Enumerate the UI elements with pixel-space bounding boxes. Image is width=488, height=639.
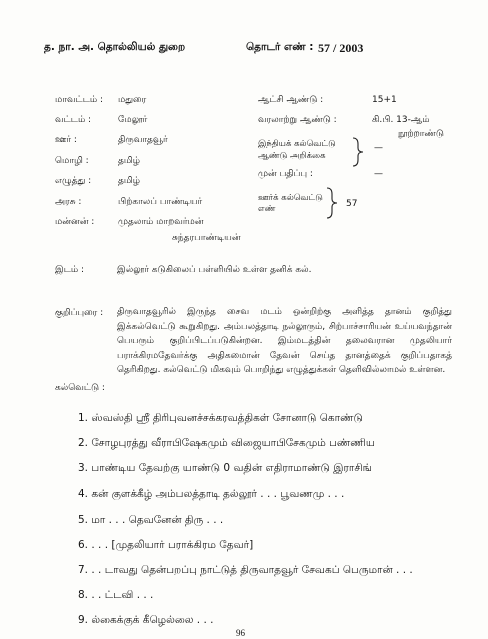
inscription-line: 3. பாண்டிய தேவற்கு யாண்டு 0 வதின் எதிராமாண்டு இராசிங் xyxy=(78,462,372,474)
king-value-line2: சுந்தரபாண்டியன் xyxy=(172,233,241,243)
right-brace-icon xyxy=(324,186,342,220)
inscription-line: 7. . . டாவது தென்பறப்பு நாட்டுத் திருவாதவூர் சேவகப் பெருமான் . . . xyxy=(78,564,413,576)
language-label: மொழி : xyxy=(55,156,89,166)
right-brace-icon xyxy=(350,136,368,168)
annual-report-value: — xyxy=(374,143,383,153)
note-label: குறிப்புரை : xyxy=(55,308,104,318)
annual-report-label-line2: ஆண்டு அறிக்கை xyxy=(258,151,326,161)
department-heading: த. நா. அ. தொல்லியல் துறை xyxy=(44,41,186,53)
note-text: திருவாதவூரில் இருந்த சைவ மடம் ஒன்றிற்கு அளித்த தானம் குறித்து இக்கல்வெட்டு கூறுகிறது. அம்பலத்தாடி நல்லூரும், சிற்பாச்சாரியன் உய்யவந்தான் பெயரும் குறிப்பிடப்படுகின்றன. இம்மடத்தின் தலைவரான முதலியார் பராக்கிரமதேவர்க்கு அதிகமைான் தேவன் செய்த தானத்தைக் குறிப்பதாகத் தெரிகிறது. கல்வெட்டு மிகவும் பொறிந்து எழுத்துக்கள் தெளிவில்லாமல் உள்ளன. xyxy=(117,307,452,375)
inscription-line: 9. ல்கைக்குக் கீழெல்லை . . . xyxy=(78,614,214,626)
script-value: தமிழ் xyxy=(118,176,140,186)
previous-publication-label: முன் பதிப்பு : xyxy=(258,169,313,179)
king-label: மன்னன் : xyxy=(55,217,95,227)
historical-year-value: கி.பி. 13-ஆம் xyxy=(372,115,430,125)
script-label: எழுத்து : xyxy=(55,176,92,186)
inscription-line: 6. . . . [முதலியார் பராக்கிரம தேவர்] xyxy=(78,539,254,551)
king-value: முதலாம் மாறவர்மன் xyxy=(118,217,204,227)
village-inscription-label-line2: எண் xyxy=(258,204,276,214)
dynasty-label: அரசு : xyxy=(55,197,82,207)
regnal-year-label: ஆட்சி ஆண்டு : xyxy=(258,95,324,105)
serial-label: தொடர் எண் : xyxy=(246,41,314,53)
dynasty-value: பிற்காலப் பாண்டியர் xyxy=(118,197,203,207)
inscription-line: 8. . . ட்டவி . . . xyxy=(78,589,154,601)
annual-report-label-line1: இந்தியக் கல்வெட்டு xyxy=(258,139,336,149)
village-value: திருவாதவூர் xyxy=(118,135,168,145)
inscription-line: 2. சோழபுரத்து வீராபிஷேகமும் விஜையாபிசேகமும் பண்ணிய xyxy=(78,437,375,449)
inscription-label: கல்வெட்டு : xyxy=(55,383,105,393)
location-value: இல்லூர் கடுகிலைப் பள்ளியில் உள்ள தனிக் கல். xyxy=(117,265,312,275)
taluk-value: மேலூர் xyxy=(118,115,148,125)
village-inscription-number: 57 xyxy=(346,199,358,209)
previous-publication-value: — xyxy=(374,169,383,179)
regnal-year-value: 15+1 xyxy=(372,95,397,105)
village-label: ஊர் : xyxy=(55,135,77,145)
inscription-line: 5. மா . . . தெவனேன் திரு . . . xyxy=(78,514,224,526)
inscription-line: 4. கன் குளக்கீழ் அம்பலத்தாடி தல்லூர் . . . பூவணமு . . . xyxy=(78,488,345,500)
historical-year-value-line2: நூற்றாண்டு xyxy=(398,129,444,139)
inscription-line: 1. ஸ்வஸ்தி ஸ்ரீ திரிபுவனச்சக்கரவத்திகள் சோனாடு கொண்டு xyxy=(78,412,363,424)
historical-year-label: வரலாற்று ஆண்டு : xyxy=(258,115,337,125)
district-label: மாவட்டம் : xyxy=(55,95,104,105)
village-inscription-label-line1: ஊர்க் கல்வெட்டு xyxy=(258,193,323,203)
location-label: இடம் : xyxy=(55,265,85,275)
serial-number: 57 / 2003 xyxy=(318,41,364,55)
page-number: 96 xyxy=(236,628,245,638)
taluk-label: வட்டம் : xyxy=(55,115,92,125)
district-value: மதுரை xyxy=(118,95,147,105)
language-value: தமிழ் xyxy=(118,156,140,166)
